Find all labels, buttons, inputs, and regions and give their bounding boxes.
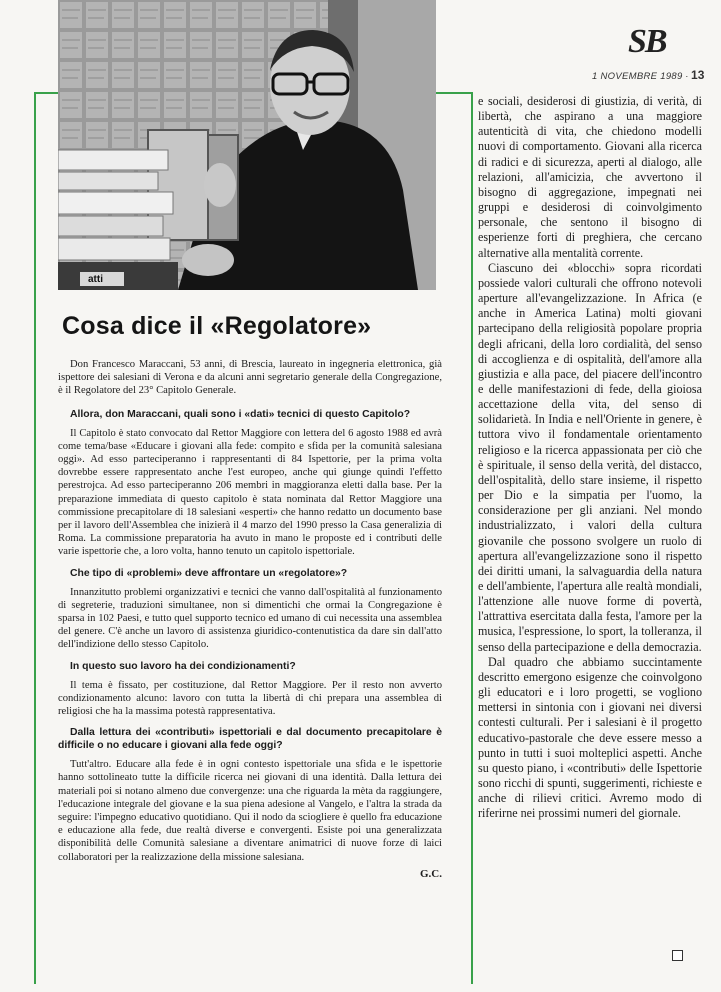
page-header (592, 68, 705, 82)
interview-column (58, 358, 442, 885)
question-2: Che tipo di «problemi» deve affrontare un «regolatore»? (70, 567, 348, 579)
green-rule-top-right (436, 92, 472, 94)
header-separator: · (685, 71, 692, 82)
green-rule-top-left (34, 92, 58, 94)
green-rule-left (34, 92, 36, 984)
answer-3: Il tema è fissato, per costituzione, dal Rettor Maggiore. Per il resto non avverto condizionamento alcuno: lavoro con tutta la libertà di chi prepara una assemblea di religiosi che ha la massima potestà rappresentativa. (58, 679, 442, 718)
author-signature: G.C. (420, 867, 442, 880)
article-title: Cosa dice il «Regolatore» (62, 312, 372, 340)
end-of-article-mark (672, 950, 683, 961)
question-1: Allora, don Maraccani, quali sono i «dati» tecnici di questo Capitolo? (70, 408, 411, 420)
magazine-logo: SB (628, 23, 666, 60)
right-paragraph-3: Dal quadro che abbiamo succintamente descritto emergono esigenze che coinvolgono gli educatori e i loro progetti, se vogliono mettersi in sintonia con i giovani nei diversi contesti culturali. Per i salesiani è il progetto educativo-pastorale che deve essere messo a punto in tutti i suoi molteplici aspetti. Anche su questo piano, i «contributi» delle Ispettorie sono ricchi di spunti, suggerimenti, richieste e anche di rilievi critici. Avremo modo di riferirne nei prossimi numeri del giornale. (478, 654, 702, 821)
portrait-photo (58, 0, 436, 290)
answer-4: Tutt'altro. Educare alla fede è in ogni contesto ispettoriale una sfida e le ispettorie hanno sottolineato tutte la difficile ricerca nei giovani di una identità. Dalla lettura dei materiali poi si notano almeno due convergenze: una che riguarda la mèta da raggiungere, l'educazione integrale del giovane e la sua piena adesione al Vangelo, e l'altra la strada da seguire: l'impegno educativo quotidiano. Qui il nodo da sciogliere è quello fra educazione e educazione alla fede, due realtà diverse e convergenti. Esiste poi una generalizzata disponibilità delle Comunità salesiane a diventare animatrici di nuove forze di laici collaboratori per la realizzazione della missione salesiana. (58, 759, 442, 863)
continued-column (478, 94, 702, 822)
answer-1: Il Capitolo è stato convocato dal Rettor Maggiore con lettera del 6 agosto 1988 ed avrà come tema/base «Educare i giovani alla fede: compito e sfida per la comunità salesiana oggi». Ad esso parteciperanno i rappresentanti di 84 Ispettorie, per la prima volta dovrebbe essere rappresentato anche l'est europeo, anche qui giunge quindi l'effetto perestrojca. Ad esso parteciperanno 206 membri in maggioranza eletti dalla base. Per la preparazione immediata di questo capitolo è stata nominata dal Rettor Maggiore una commissione precapitolare di 18 salesiani «esperti» che hanno redatto un documento base per il lavoro dell'Assemblea che inizierà il 4 marzo del 1990 presso la Casa generalizia di Roma. La commissione preparatoria ha avuto in mano le proposte ed i contributi delle varie ispettorie che, a loro volta, hanno tenuto un capitolo ispettoriale. (58, 427, 442, 558)
right-paragraph-1: e sociali, desiderosi di giustizia, di verità, di libertà, che aspirano a una maggiore autenticità di vita, che chiedono modelli nuovi di comportamento. Giovani alla ricerca di radici e di sicurezza, aperti al dialogo, alle relazioni, all'amicizia, che avvertono il bisogno di aggregazione, impegnati nei gruppi e desiderosi di coinvolgimento personale, che sentono il bisogno di esperienze forti di preghiera, che cercano alternative alla mentalità corrente. (478, 94, 702, 260)
question-4: Dalla lettura dei «contributi» ispettoriali e dal documento precapitolare è difficile o no educare i giovani alla fede oggi? (58, 727, 442, 752)
photo-label: atti (88, 274, 103, 285)
right-paragraph-2: Ciascuno dei «blocchi» sopra ricordati possiede valori culturali che offrono notevoli aperture all'evangelizzazione. In Africa (e anche in America Latina) molti giovani partecipano della religiosità popolare propria degli africani, della loro cordialità, del senso di accoglienza e di ospitalità, dell'amore alla giustizia e alla pace, del piacere dell'incontro e delle manifestazioni di fede, della gioiosa accettazione della vita, del senso di solidarietà. In India e nell'Oriente in genere, è tuttora vivo il fondamentale orientamento religioso e la ricerca appassionata per ciò che è spirituale, il senso della verità, del distacco, dell'ospitalità, dello stare insieme, il rispetto per Dio e la simpatia per l'uomo, la considerazione per gli anziani. Nel mondo industrializzato, i valori della cultura giovanile che possono svolgere un ruolo di apertura all'evangelizzazione sono il rispetto dei diritti umani, la salvaguardia della natura e dell'ambiente, l'apertura alle realtà mondiali, l'attenzione alle nuove forme di povertà, l'attrattiva esercitata dalla festa, l'amore per la musica, l'espressione, lo sport, la tolleranza, il senso della partecipazione e della democrazia. (478, 260, 702, 654)
page-number: 13 (691, 68, 705, 82)
answer-2: Innanzitutto problemi organizzativi e tecnici che vanno dall'ospitalità al funzionamento di segreterie, traduzioni simultanee, non si dimentichi che ormai la Congregazione è sparsa in 102 Paesi, e tutto quel supporto tecnico ed umano di cui necessita una assemblea del genere. C'è anche un lavoro di assistenza giuridico-contenutistica da dare sin dall'atto dell'indizione dello stesso Capitolo. (58, 586, 442, 651)
interview-intro: Don Francesco Maraccani, 53 anni, di Brescia, laureato in ingegneria elettronica, già ispettore dei salesiani di Verona e da alcuni anni segretario generale della Congregazione, è il Regolatore del 23° Capitolo Generale. (58, 359, 442, 397)
issue-date: 1 NOVEMBRE 1989 (592, 71, 683, 82)
green-rule-middle (471, 92, 473, 984)
question-3: In questo suo lavoro ha dei condizionamenti? (70, 660, 296, 672)
photo-illustration (58, 0, 436, 290)
